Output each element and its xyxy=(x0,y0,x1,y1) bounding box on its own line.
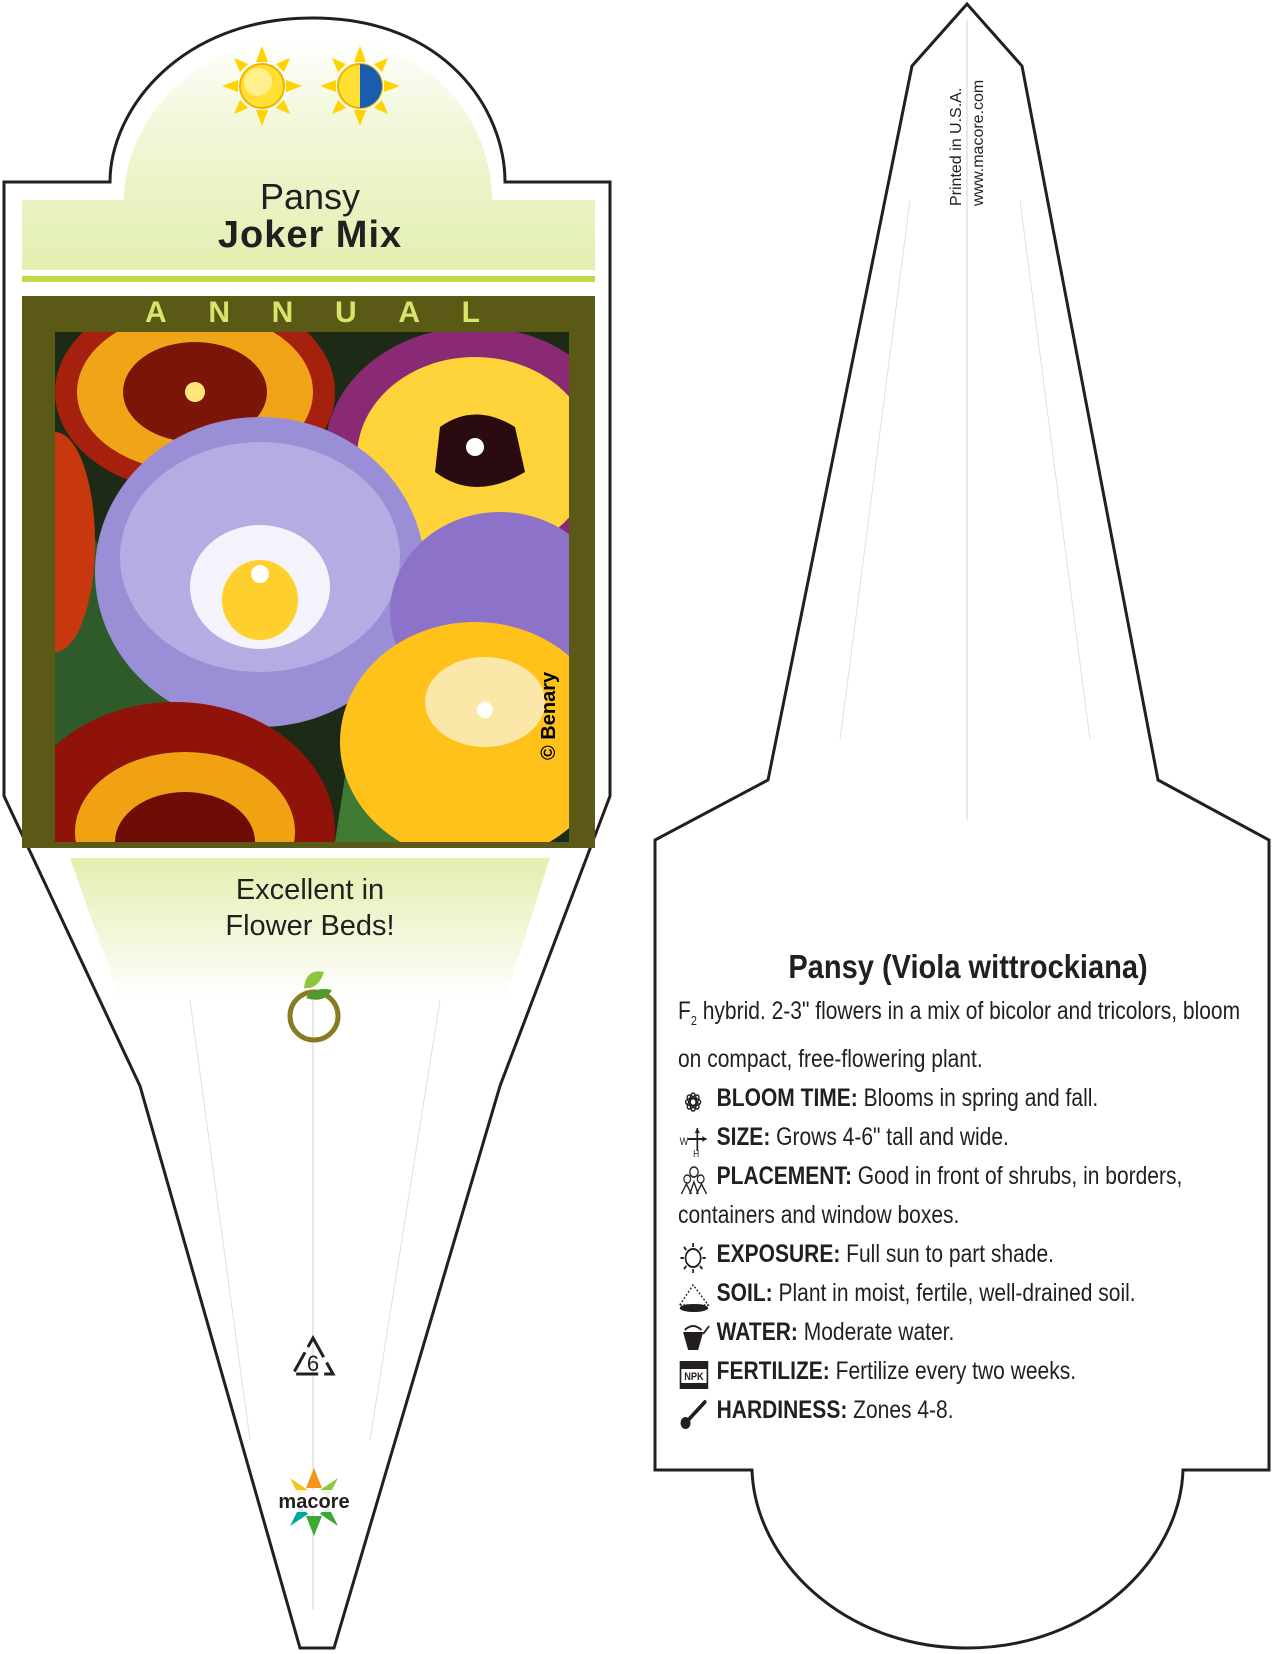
care-text: Plant in moist, fertile, well-drained soil. xyxy=(772,1279,1136,1307)
botanical-title: Pansy (Viola wittrockiana) xyxy=(788,948,1148,985)
full-sun-icon xyxy=(220,44,304,128)
npk-icon xyxy=(678,1359,710,1391)
pansy-photo xyxy=(55,332,569,842)
recycle-icon xyxy=(287,1334,339,1382)
category-label xyxy=(145,296,480,330)
category-letter: N xyxy=(271,296,294,329)
care-label: SOIL: xyxy=(716,1279,773,1307)
description-prefix: F xyxy=(678,997,691,1025)
description-text: hybrid. 2-3" flowers in a mix of bicolor and tricolors, bloom on compact, free-flowering plant. xyxy=(678,997,1241,1073)
imprint-line: www.macore.com xyxy=(970,79,987,206)
part-shade-sun-icon xyxy=(318,44,402,128)
variety-name: Joker Mix xyxy=(217,214,403,256)
care-label: BLOOM TIME: xyxy=(716,1084,858,1112)
placement-icon xyxy=(678,1164,710,1196)
description-sub: 2 xyxy=(690,1013,697,1028)
category-letter: A xyxy=(398,296,420,329)
sprout-icon xyxy=(284,968,344,1044)
care-item-placement xyxy=(678,1157,1258,1235)
category-letter: U xyxy=(334,296,357,329)
brand-name: macore xyxy=(278,1491,350,1513)
care-text: Fertilize every two weeks. xyxy=(829,1357,1077,1385)
care-text: Good in front of shrubs, in borders, containers and window boxes. xyxy=(678,1162,1183,1229)
care-label: SIZE: xyxy=(716,1123,771,1151)
care-text: Full sun to part shade. xyxy=(840,1240,1054,1268)
care-item-bloom-time xyxy=(678,1079,1258,1118)
watering-can-icon xyxy=(678,1320,710,1352)
size-w: W xyxy=(679,1136,689,1149)
sun-icon xyxy=(678,1242,710,1274)
care-text: Grows 4-6" tall and wide. xyxy=(770,1123,1009,1151)
care-label: PLACEMENT: xyxy=(716,1162,852,1190)
care-label: WATER: xyxy=(716,1318,798,1346)
category-letter: L xyxy=(461,296,480,329)
size-h: H xyxy=(693,1148,700,1158)
care-label: EXPOSURE: xyxy=(716,1240,841,1268)
care-info xyxy=(678,948,1258,1430)
soil-icon xyxy=(678,1281,710,1313)
tagline-line: Flower Beds! xyxy=(225,910,395,942)
tagline xyxy=(170,872,450,944)
recycle-number: 6 xyxy=(306,1351,320,1376)
imprint-line: Printed in U.S.A. xyxy=(948,87,965,206)
care-item-exposure xyxy=(678,1235,1258,1274)
category-letter: N xyxy=(208,296,230,329)
care-item-size xyxy=(678,1118,1258,1157)
plant-name: Pansy xyxy=(259,176,361,217)
category-letter: A xyxy=(145,296,167,329)
care-text: Blooms in spring and fall. xyxy=(857,1084,1099,1112)
care-text: Moderate water. xyxy=(797,1318,955,1346)
care-label: HARDINESS: xyxy=(716,1396,848,1424)
care-item-soil xyxy=(678,1274,1258,1313)
care-item-hardiness xyxy=(678,1391,1258,1430)
care-item-water xyxy=(678,1313,1258,1352)
macore-logo xyxy=(266,1466,362,1540)
imprint xyxy=(946,80,990,206)
care-text: Zones 4-8. xyxy=(847,1396,954,1424)
care-item-fertilize xyxy=(678,1352,1258,1391)
description xyxy=(678,992,1258,1079)
npk-text: NPK xyxy=(684,1371,704,1384)
thermometer-icon xyxy=(678,1398,710,1430)
photo-credit: © Benary xyxy=(538,671,560,760)
care-label: FERTILIZE: xyxy=(716,1357,830,1385)
size-icon xyxy=(678,1125,710,1157)
tagline-line: Excellent in xyxy=(235,874,385,906)
flower-icon xyxy=(678,1086,710,1118)
